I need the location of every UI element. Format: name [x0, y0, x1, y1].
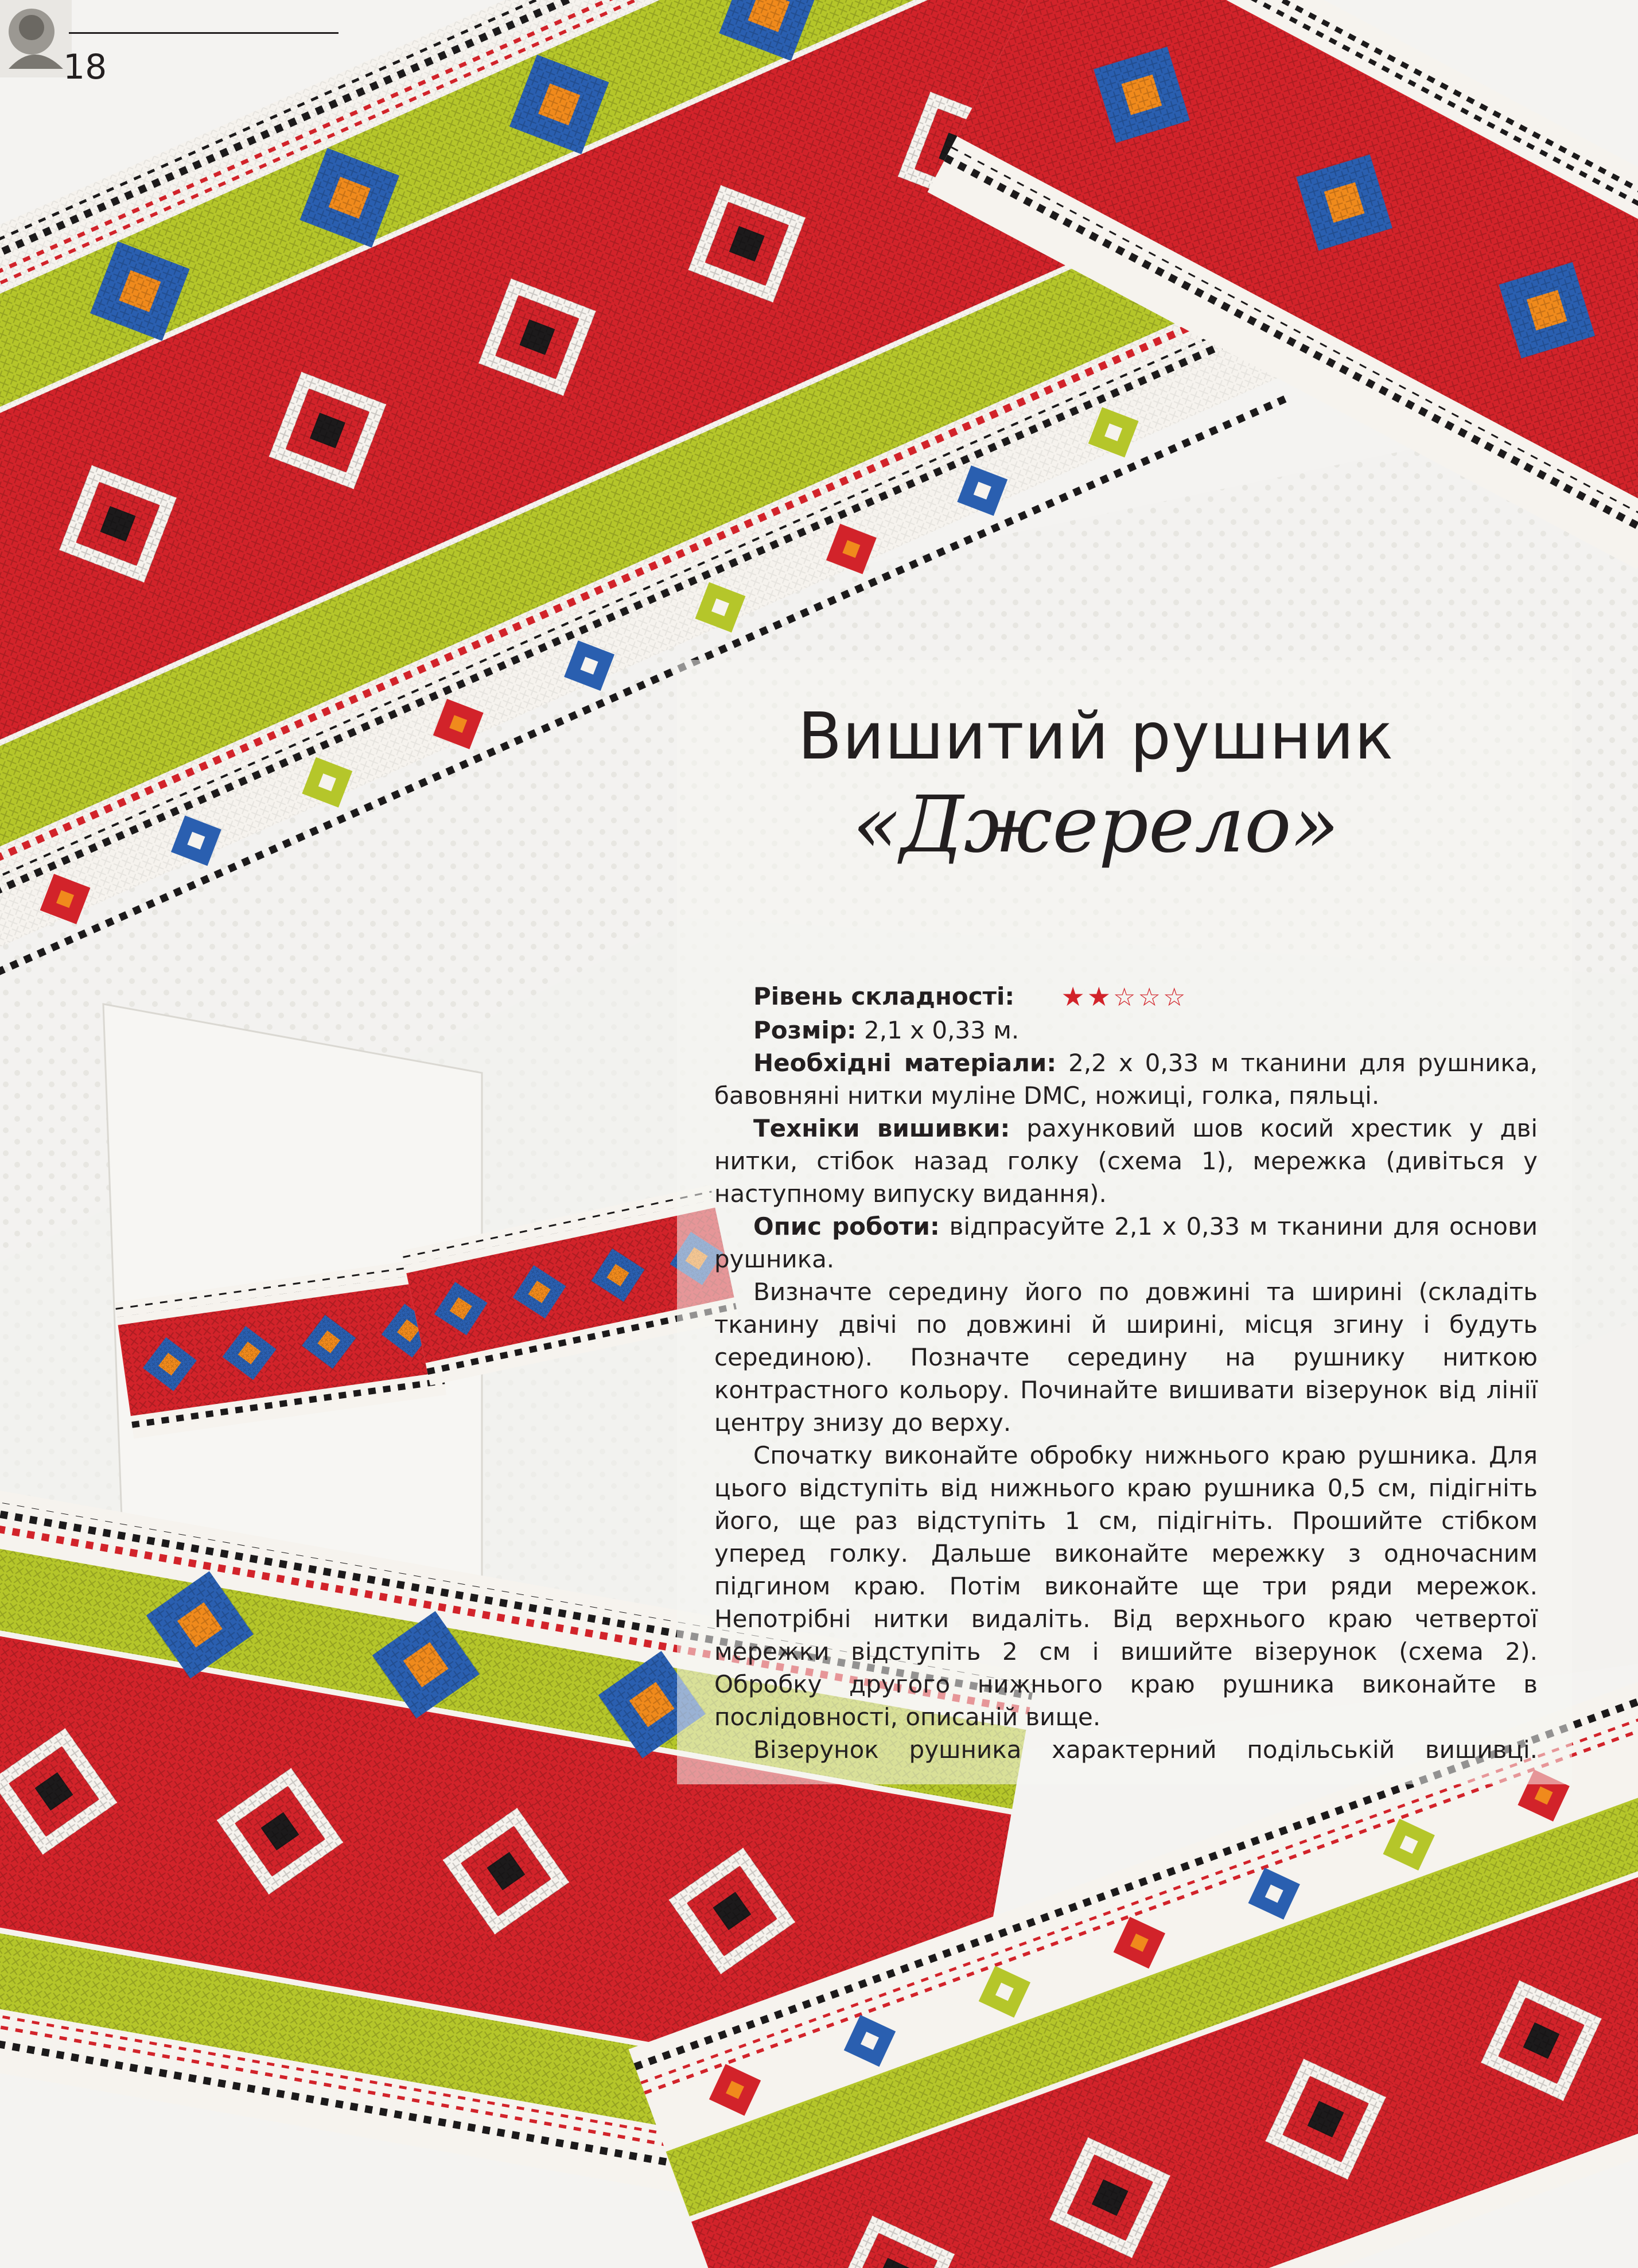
size-value: 2,1 х 0,33 м.	[864, 1016, 1020, 1044]
description-line	[714, 1210, 1538, 1275]
materials-value: 2,2 х 0,33 м тканини для рушника, бавовняні нитки муліне DMC, ножиці, голка, пяльці.	[714, 1049, 1538, 1110]
star-empty-icon: ☆	[1162, 983, 1188, 1012]
title-sub: «Джерело»	[852, 779, 1340, 870]
body-paragraph: Визначте середину його по довжині та ширині (складіть тканину двічі по довжині й ширині, місця згину і будуть серединою). Позначте середину на рушнику ниткою контрастного кольору. Починайте вишивати візерунок від лінії центру знизу до верху.	[714, 1278, 1538, 1437]
star-empty-icon: ☆	[1113, 983, 1138, 1012]
techniques-line	[714, 1112, 1538, 1210]
techniques-value: рахунковий шов косий хрестик у дві нитки, стібок назад голку (схема 1), мережка (дивіться у наступному випуску видання).	[714, 1114, 1538, 1208]
materials-label: Необхідні матеріали:	[753, 1049, 1057, 1077]
page-number: 18	[63, 47, 107, 87]
body-paragraph: Спочатку виконайте обробку нижнього краю рушника. Для цього відступіть від нижнього краю рушника 0,5 см, підігніть його, ще раз відступіть 1 см, підігніть. Прошийте стібком уперед голку. Дальше виконайте мережку з одночасним підгином краю. Потім виконайте ще три ряди мережок. Непотрібні нитки видаліть. Від верхнього краю четвертої мережки відступіть 2 см і вишийте візерунок (схема 2). Обробку другого нижнього краю рушника виконайте в послідовності, описаній вище.	[714, 1441, 1538, 1731]
size-line	[714, 1014, 1538, 1047]
article-body	[714, 980, 1538, 1766]
star-filled-icon: ★	[1087, 981, 1114, 1012]
materials-line	[714, 1047, 1538, 1112]
star-empty-icon: ☆	[1138, 983, 1163, 1012]
difficulty-line	[714, 980, 1538, 1014]
header-rule	[69, 32, 339, 34]
article-title	[688, 700, 1503, 872]
description-value: відпрасуйте 2,1 х 0,33 м тканини для основи рушника.	[714, 1212, 1538, 1273]
body-paragraph: Візерунок рушника характерний подільській вишивці.	[753, 1736, 1538, 1764]
size-label: Розмір:	[753, 1016, 857, 1044]
difficulty-label: Рівень складності:	[753, 982, 1015, 1010]
techniques-label: Техніки вишивки:	[753, 1114, 1010, 1142]
corner-logo-icon	[0, 0, 72, 77]
description-label: Опис роботи:	[753, 1212, 940, 1240]
title-main: Вишитий рушник	[797, 699, 1394, 774]
star-filled-icon: ★	[1061, 981, 1087, 1012]
difficulty-stars	[1022, 981, 1188, 1014]
